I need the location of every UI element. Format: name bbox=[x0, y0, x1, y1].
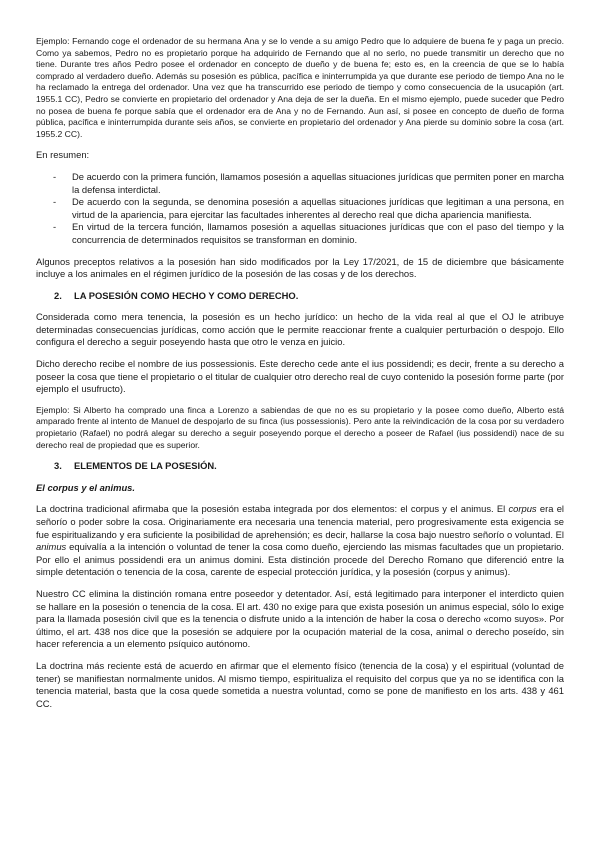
section-number: 2. bbox=[54, 289, 62, 301]
summary-list bbox=[36, 171, 564, 247]
section-heading-2 bbox=[36, 290, 564, 303]
body-paragraph bbox=[36, 503, 564, 579]
example-label: Ejemplo bbox=[36, 404, 68, 415]
summary-intro: En resumen: bbox=[36, 149, 90, 161]
section-number: 3. bbox=[54, 460, 62, 472]
body-paragraph: La doctrina más reciente está de acuerdo en afirmar que el elemento físico (tenencia de la cosa) y el espiritual (voluntad de tener) se manifiestan normalmente unidos. Al mismo tiempo, espiritualiza el requisito del corpus que ya no se identifica con la tenencia material, basta que la cosa quede sometida a nuestra voluntad, como se pone de manifiesto en los arts. 438 y 461 CC. bbox=[36, 659, 564, 709]
document-page bbox=[36, 36, 564, 719]
example-label: Ejemplo bbox=[36, 36, 68, 46]
section-title: ELEMENTOS DE LA POSESIÓN. bbox=[74, 460, 217, 472]
section-title: LA POSESIÓN COMO HECHO Y COMO DERECHO. bbox=[74, 289, 299, 301]
body-paragraph: Considerada como mera tenencia, la posesión es un hecho jurídico: un hecho de la vida real al que el OJ le atribuye determinadas consecuencias jurídicas, como acción que le permite reaccionar frente a cualquier perturbación o despojo. Ello configura el derecho a seguir poseyendo hasta que otro le venza en juicio. bbox=[36, 311, 564, 348]
text-run: era el señorío o poder sobre la cosa. Originariamente era necesaria una tenencia material, pero progresivamente esta exigencia se fue espiritualizando y era suficiente la posibilidad de aprehensión; es decir, hallarse la cosa bajo nuestro señorío o voluntad. El bbox=[36, 503, 564, 540]
law-paragraph: Algunos preceptos relativos a la posesión han sido modificados por la Ley 17/2021, de 15 de diciembre que básicamente incluye a los animales en el régimen jurídico de la posesión de las cosas y de los derechos. bbox=[36, 255, 564, 280]
list-item: - De acuerdo con la segunda, se denomina posesión a aquellas situaciones jurídicas que legitiman a una persona, en virtud de la apariencia, para ejercitar las facultades inherentes al derecho real que dicha apariencia manifiesta. bbox=[36, 196, 564, 221]
list-item: - En virtud de la tercera función, llamamos posesión a aquellas situaciones jurídicas que con el paso del tiempo y la concurrencia de determinados requisitos se transforman en dominio. bbox=[36, 221, 564, 246]
text-run: equivalía a la intención o voluntad de tener la cosa como dueño, ejerciendo las mismas facultades que un propietario. Por ello el animus possidendi era un animus domini. Esta distinción procede del Derecho Romano que diferenció entre la simple detentación o tenencia de la cosa, carente de especial protección jurídica, y la posesión (corpus y animus). bbox=[36, 541, 564, 578]
section-heading-3 bbox=[36, 460, 564, 473]
text-run: La doctrina tradicional afirmaba que la posesión estaba integrada por dos elementos: el corpus y el animus. El bbox=[36, 503, 509, 515]
example-text: : Fernando coge el ordenador de su hermana Ana y se lo vende a su amigo Pedro que lo adquiere de buena fe y paga un precio. Como ya sabemos, Pedro no es propietario porque ha adquirido de Fernando que al no serlo, no puede transmitir un derecho que no tiene. Durante tres años Pedro posee el ordenador en concepto de dueño y de buena fe; esto es, en la creencia de que se lo había comprado al verdadero dueño. Además su posesión es pública, pacífica e ininterrumpida ya que durante ese periodo de tiempo Ana no le ha reclamado la entrega del ordenador. Una vez que ha transcurrido ese periodo de tiempo y como consecuencia de la usucapión (art. 1955.1 CC), Pedro se convierte en propietario del ordenador y Ana deja de ser la dueña. En el mismo ejemplo, puede suceder que Pedro no posea de buena fe porque sabía que el ordenador era de Ana y no de Fernando. Aun así, si posee en concepto de dueño de forma pública, pacífica e ininterrumpida durante seis años, se convierte en propietario del ordenador y Ana pierde su dominio sobre la cosa (art. 1955.2 CC). bbox=[36, 36, 564, 139]
term-animus: animus bbox=[36, 541, 67, 553]
example-text: : Si Alberto ha comprado una finca a Lorenzo a sabiendas de que no es su propietario y la posee como dueño, Alberto está amparado frente al intento de Manuel de despojarlo de su finca (ius possessionis). Pero ante la reivindicación de la cosa por su verdadero propietario (Rafael) no podrá alegar su derecho a seguir poseyendo porque el derecho a poseer de Rafael (ius possidendi) nace de su derecho real de propiedad que es superior. bbox=[36, 404, 564, 450]
example-paragraph-2 bbox=[36, 405, 564, 451]
list-item: - De acuerdo con la primera función, llamamos posesión a aquellas situaciones jurídicas que permiten poner en marcha la defensa interdictal. bbox=[36, 171, 564, 196]
body-paragraph: Nuestro CC elimina la distinción romana entre poseedor y detentador. Así, está legitimado para interponer el interdicto quien se hallare en la posesión o tenencia de la cosa. El art. 430 no exige para que exista posesión un animus especial, sólo lo exige para la llamada posesión civil que es la tenencia o disfrute unido a la intención de haber la cosa o derecho «como suyos». Por último, el art. 438 nos dice que la posesión se adquiere por la ocupación material de la cosa, animal o derecho poseído, sin hacer referencia a un elemento psíquico autónomo. bbox=[36, 587, 564, 650]
body-paragraph: Dicho derecho recibe el nombre de ius possessionis. Este derecho cede ante el ius possidendi; es decir, frente a su derecho a poseer la cosa que tiene el propietario o el titular de cualquier otro derecho real de cuyo contenido la posesión forme parte (por ejemplo el usufructo). bbox=[36, 358, 564, 395]
subheading: El corpus y el animus. bbox=[36, 481, 135, 493]
term-corpus: corpus bbox=[508, 503, 537, 515]
example-paragraph-1 bbox=[36, 36, 564, 140]
